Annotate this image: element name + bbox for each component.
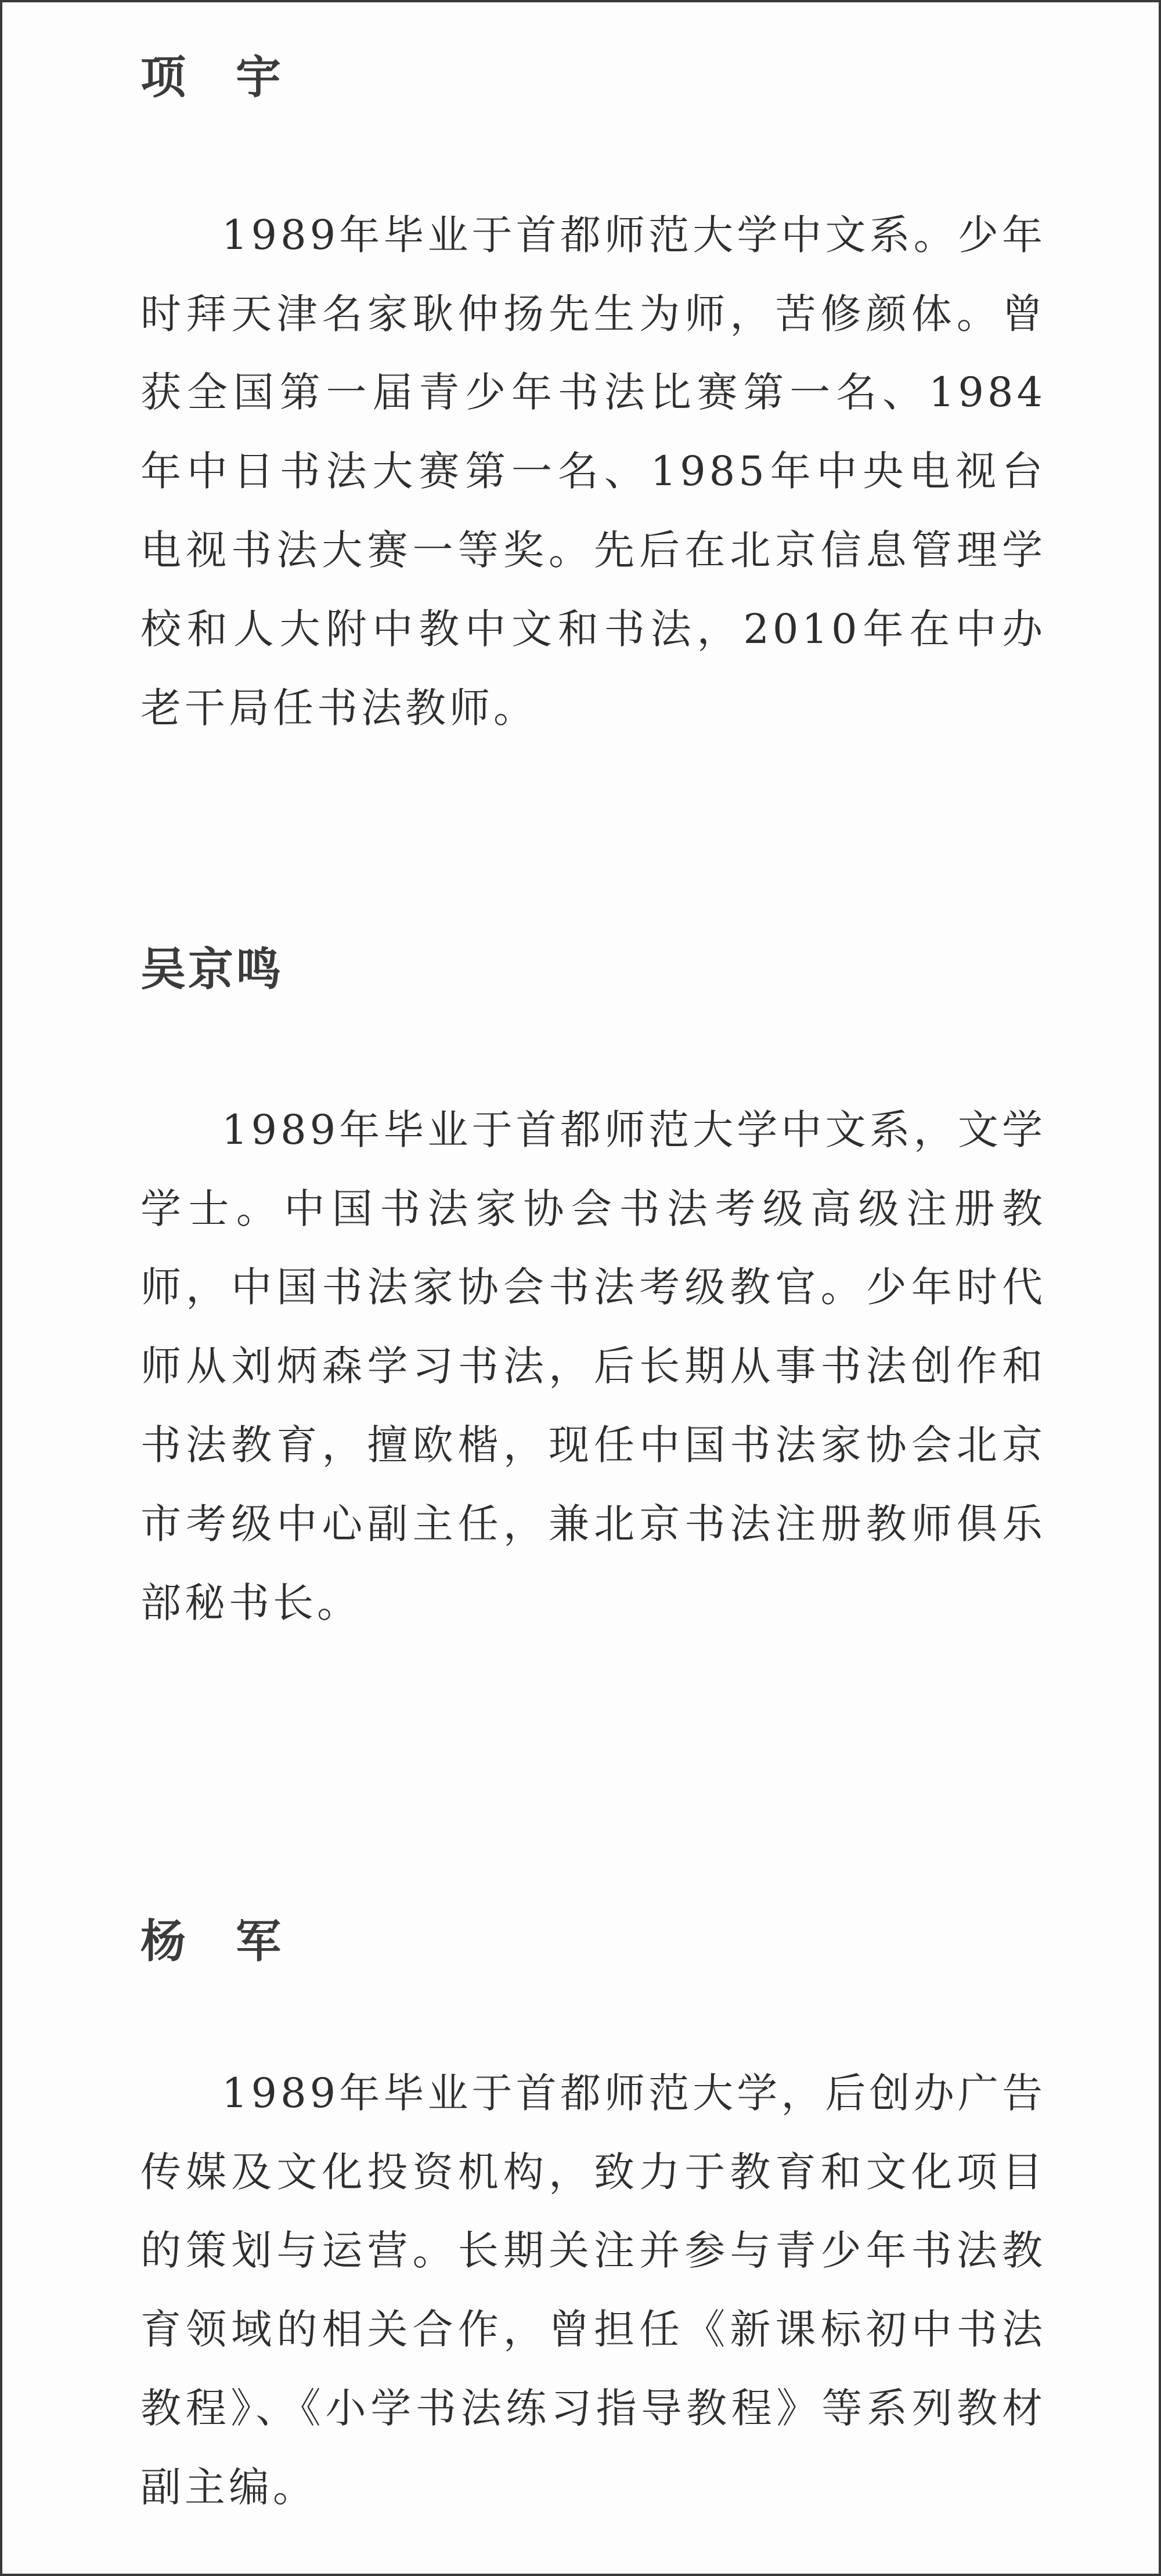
bio-section-xiang-yu [140, 53, 1046, 747]
bio-name: 杨 军 [140, 1916, 284, 1968]
bio-text: 1989年毕业于首都师范大学中文系。少年时拜天津名家耿仲扬先生为师，苦修颜体。曾获全国第一届青少年书法比赛第一名、1984年中日书法大赛第一名、1985年中央电视台电视书法大赛一等奖。先后在北京信息管理学校和人大附中教中文和书法，2010年在中办老干局任书法教师。 [140, 211, 1046, 732]
bio-name: 项 宇 [140, 52, 284, 104]
bio-text: 1989年毕业于首都师范大学中文系，文学学士。中国书法家协会书法考级高级注册教师，中国书法家协会书法考级教官。少年时代师从刘炳森学习书法，后长期从事书法创作和书法教育，擅欧楷，现任中国书法家协会北京市考级中心副主任，兼北京书法注册教师俱乐部秘书长。 [140, 1105, 1046, 1627]
bio-text: 1989年毕业于首都师范大学，后创办广告传媒及文化投资机构，致力于教育和文化项目的策划与运营。长期关注并参与青少年书法教育领域的相关合作，曾担任《新课标初中书法教程》、《小学书法练习指导教程》等系列教材副主编。 [140, 2069, 1046, 2511]
bio-name: 吴京鸣 [140, 944, 284, 996]
bio-section-wu-jingming [140, 945, 1046, 1642]
bio-section-yang-jun [140, 1917, 1046, 2527]
